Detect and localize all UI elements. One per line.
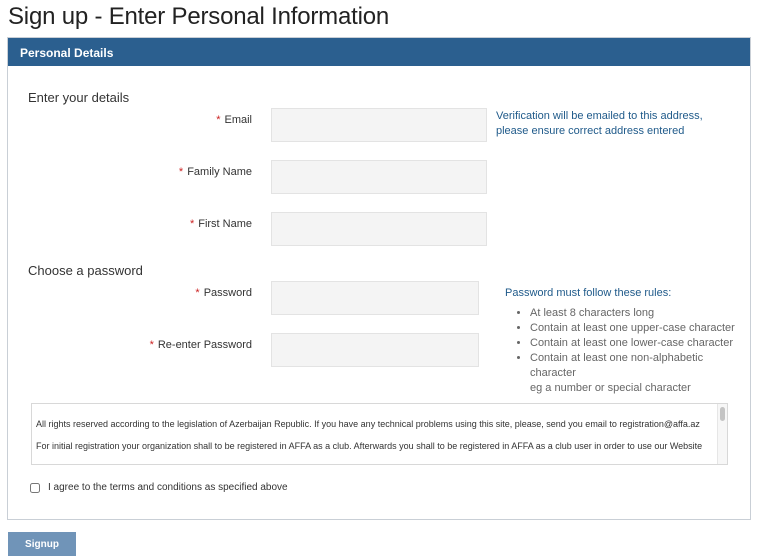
details-heading: Enter your details bbox=[28, 90, 130, 105]
terms-line: All rights reserved according to the legislation of Azerbaijan Republic. If you have any technical problems using this site, please, send you email to registration@affa.az bbox=[36, 419, 700, 429]
signup-button[interactable]: Signup bbox=[8, 532, 76, 556]
required-marker: * bbox=[195, 287, 200, 299]
password-rule: • Contain at least one lower-case character bbox=[530, 336, 750, 351]
email-label: * Email bbox=[216, 114, 252, 126]
first-name-input[interactable] bbox=[271, 212, 487, 246]
first-name-label: * First Name bbox=[189, 218, 252, 230]
email-hint: Verification will be emailed to this address, please ensure correct address entered bbox=[496, 110, 703, 137]
required-marker: * bbox=[149, 339, 154, 351]
email-input[interactable] bbox=[271, 108, 487, 142]
required-marker: * bbox=[189, 218, 195, 230]
scroll-thumb[interactable] bbox=[720, 407, 725, 421]
password-rule: • At least 8 characters long bbox=[530, 306, 750, 321]
password-heading: Choose a password bbox=[28, 263, 143, 278]
terms-box[interactable] bbox=[31, 403, 728, 465]
reenter-password-input[interactable] bbox=[271, 333, 479, 367]
password-label: * Password bbox=[195, 287, 252, 299]
reenter-password-label: * Re-enter Password bbox=[149, 339, 252, 351]
terms-line: For initial registration your organization shall to be registered in AFFA as a club. Afterwards you shall to be registered in AFFA as a club user in order to use our Website bbox=[36, 441, 703, 451]
family-name-label: * Family Name bbox=[178, 166, 252, 178]
password-rule: • Contain at least one non-alphabetic character bbox=[530, 351, 750, 381]
password-rules-title: Password must follow these rules: bbox=[505, 287, 672, 299]
password-rule: • Contain at least one upper-case character bbox=[530, 321, 750, 336]
required-marker: * bbox=[216, 114, 221, 126]
password-rule-continuation: eg a number or special character bbox=[530, 382, 691, 394]
required-marker: * bbox=[178, 166, 184, 178]
panel-header: Personal Details bbox=[8, 38, 750, 66]
agree-checkbox[interactable] bbox=[30, 483, 40, 493]
password-rules-list bbox=[516, 306, 750, 396]
agree-label: I agree to the terms and conditions as specified above bbox=[48, 482, 288, 493]
page-title: Sign up - Enter Personal Information bbox=[8, 3, 390, 30]
personal-details-panel bbox=[7, 37, 751, 520]
agree-row bbox=[30, 482, 288, 493]
password-input[interactable] bbox=[271, 281, 479, 315]
family-name-input[interactable] bbox=[271, 160, 487, 194]
terms-scrollbar[interactable] bbox=[717, 404, 727, 464]
